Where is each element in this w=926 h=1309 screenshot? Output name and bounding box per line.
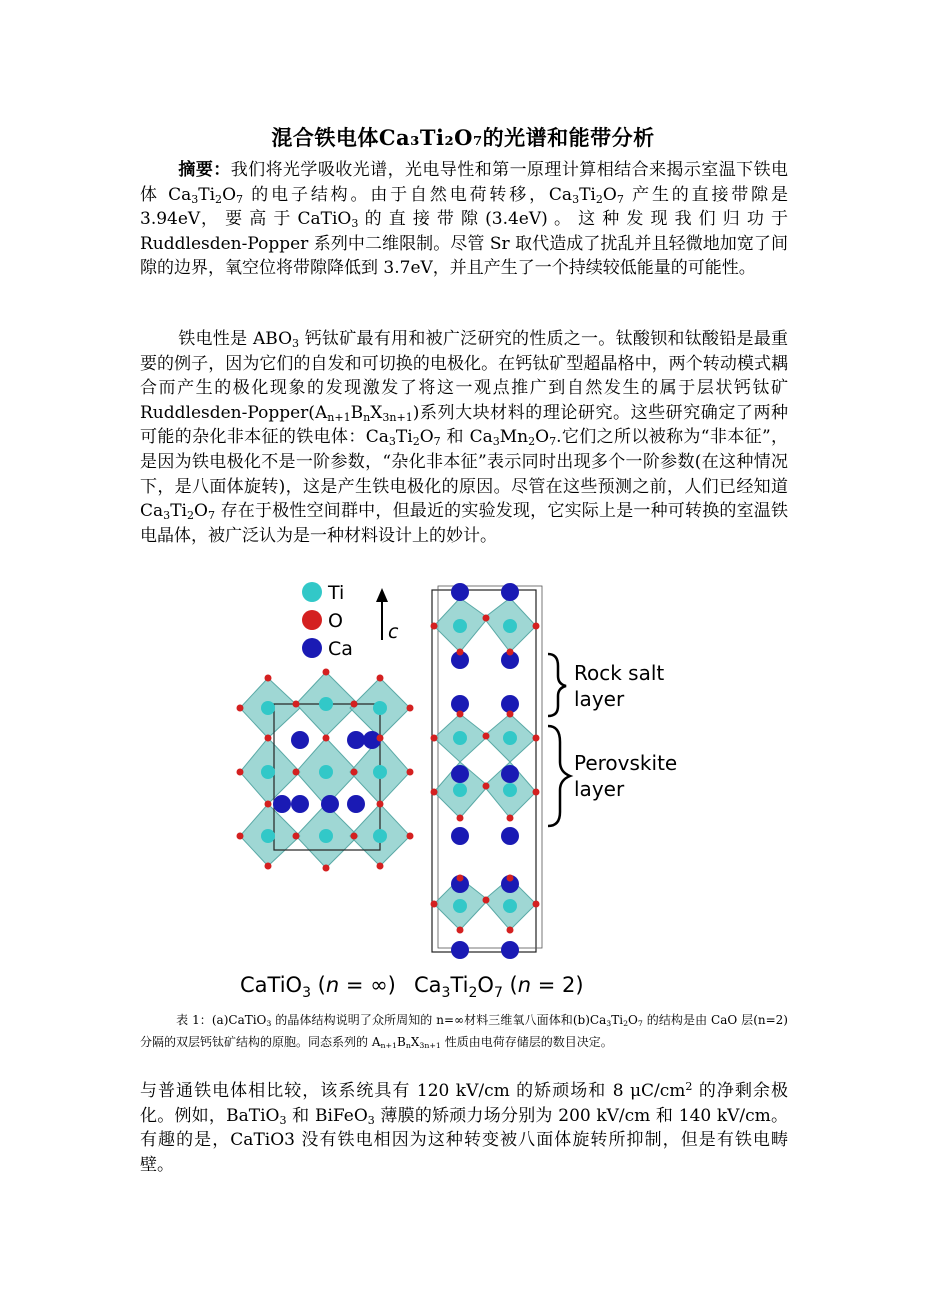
subscript: 7 [433, 435, 441, 449]
text-run: 和 Ca [440, 427, 493, 448]
text-run: 存在于极性空间群中，但最近的实验发现，它实际上是一种可转换的室温铁电晶体，被广泛认为是一种材料设计上的妙计。 [140, 501, 788, 546]
catio3-label: CaTiO$_3$ (n = ∞) [240, 973, 396, 1000]
o-atom [431, 901, 438, 908]
ca-atom [451, 827, 469, 845]
rock-salt-brace [548, 654, 566, 716]
ca3ti2o7-structure [431, 583, 543, 959]
subscript: 7 [637, 1018, 643, 1028]
paper-title: 混合铁电体Ca₃Ti₂O₇的光谱和能带分析 [271, 125, 655, 150]
subscript: 3 [292, 336, 300, 350]
o-atom [351, 833, 358, 840]
text-run: 和 BiFeO [286, 1105, 368, 1126]
subscript: 2 [412, 435, 420, 449]
o-atom [323, 865, 330, 872]
o-atom [483, 783, 490, 790]
ti-atom [373, 701, 387, 715]
ti-atom [503, 899, 517, 913]
text-run: 的净剩余极化。例如，BaTiO [140, 1081, 789, 1126]
abstract-paragraph [140, 158, 788, 281]
ca3ti2o7-label: $Ca_3Ti_2O_7$ (n = 2) [414, 973, 584, 1000]
ca-atom [501, 827, 519, 845]
subscript: 3 [492, 435, 500, 449]
ti-atom [453, 783, 467, 797]
subscript: 2 [595, 192, 603, 206]
ti-atom [503, 619, 517, 633]
figure-svg [230, 578, 690, 1000]
text-run: 产生的直接带隙是 3.94eV， 要 高 于 CaTiO [140, 184, 789, 230]
subscript: 2 [623, 1018, 629, 1028]
o-atom [507, 875, 514, 882]
body-paragraph [140, 1079, 788, 1177]
text-run: 薄膜的矫顽力场分别为 200 kV/cm 和 140 kV/cm。有趣的是，CaTiO3 没有铁电相因为这种转变被八面体旋转所抑制，但是有铁电畴壁。 [140, 1105, 788, 1175]
o-atom [293, 701, 300, 708]
text-run: 的晶体结构说明了众所周知的 n=∞材料三维氧八面体和(b)Ca [271, 1013, 607, 1027]
o-atom [483, 733, 490, 740]
ca-atom [451, 941, 469, 959]
ti-atom [319, 765, 333, 779]
text-run: O [419, 427, 434, 448]
subscript: 7 [549, 435, 557, 449]
o-atom [265, 801, 272, 808]
ti-atom [319, 829, 333, 843]
o-atom [533, 789, 540, 796]
text-run: Ti [579, 184, 596, 205]
subscript: 2 [186, 508, 194, 522]
text-run: 的电子结构。由于自然电荷转移，Ca [243, 184, 573, 205]
o-atom [351, 769, 358, 776]
o-atom [431, 735, 438, 742]
subscript: 2 [215, 192, 223, 206]
text-run: Mn [499, 427, 529, 448]
o-atom [407, 833, 414, 840]
o-atom [407, 769, 414, 776]
perovskite-label-line1: Perovskite [574, 751, 678, 775]
text-run: B [350, 402, 364, 423]
perovskite-brace [548, 726, 570, 826]
legend-ti-label: Ti [328, 582, 345, 604]
o-atom [265, 675, 272, 682]
o-legend-atom [302, 610, 322, 630]
ti-atom [503, 731, 517, 745]
o-atom [431, 623, 438, 630]
o-atom [457, 649, 464, 656]
ca-legend-atom [302, 638, 322, 658]
ca-atom [451, 583, 469, 601]
ti-atom [453, 619, 467, 633]
text-run: O [222, 184, 237, 205]
o-atom [407, 705, 414, 712]
text-run: O [628, 1013, 638, 1027]
legend-o-label: O [328, 610, 343, 632]
text-run: 的结构是由 CaO 层(n=2)分隔的双层钙钛矿结构的原胞。同态系列的 A [140, 1013, 788, 1049]
ca-atom [501, 765, 519, 783]
perovskite-label-line2: layer [574, 777, 625, 801]
o-atom [457, 927, 464, 934]
o-atom [237, 705, 244, 712]
subscript: 2 [528, 435, 536, 449]
layer-annotations [548, 654, 677, 826]
ca-atom [347, 731, 365, 749]
text-run: O [194, 501, 208, 522]
o-atom [507, 711, 514, 718]
subscript: 7 [207, 508, 215, 522]
o-atom [293, 833, 300, 840]
text-run: X [370, 402, 383, 423]
o-atom [293, 769, 300, 776]
subscript: 7 [616, 192, 624, 206]
legend [302, 582, 353, 660]
abstract-label: 摘要： [178, 160, 231, 180]
text-run: B [397, 1035, 406, 1049]
o-atom [265, 863, 272, 870]
figure-caption [140, 1009, 788, 1053]
o-atom [483, 897, 490, 904]
rock-salt-label-line2: layer [574, 687, 625, 711]
o-atom [533, 623, 540, 630]
subscript: 3 [163, 508, 171, 522]
ti-atom [261, 701, 275, 715]
text-run: Ti [198, 184, 216, 205]
ti-atom [503, 783, 517, 797]
ca-atom [501, 583, 519, 601]
ca-atom [347, 795, 365, 813]
text-run: .它们之所以被称为“非本征”，是因为铁电极化不是一阶参数，“杂化非本征”表示同时出现多个一阶参数(在这种情况下，是八面体旋转)，这是产生铁电极化的原因。尽管在这些预测之前，人们已经知道 Ca [140, 427, 788, 522]
ca-atom [501, 941, 519, 959]
ca-atom [291, 731, 309, 749]
superscript: 2 [685, 1079, 693, 1093]
o-atom [457, 815, 464, 822]
text-run: 铁电性是 ABO [178, 329, 293, 349]
text-run: O [602, 184, 617, 205]
subscript: n+1 [380, 1040, 397, 1050]
o-atom [265, 735, 272, 742]
c-axis-arrow [376, 588, 399, 643]
ti-atom [453, 899, 467, 913]
o-atom [533, 901, 540, 908]
text-run: X [410, 1035, 420, 1049]
o-atom [507, 927, 514, 934]
subscript: 3 [351, 216, 359, 230]
text-run: O [535, 427, 550, 448]
subscript: 3 [388, 435, 396, 449]
subscript: n [363, 410, 371, 424]
ca-atom [273, 795, 291, 813]
o-atom [351, 701, 358, 708]
text-run: 钙钛矿最有用和被广泛研究的性质之一。钛酸钡和钛酸铅是最重要的例子，因为它们的自发和可切换的电极化。在钙钛矿型超晶格中，两个转动模式耦合而产生的极化现象的发现激发了将这一观点推广到自然发生的属于层状钙钛矿 Ruddlesden-Popper(A [140, 329, 788, 423]
subscript: 3 [279, 1113, 287, 1127]
o-atom [507, 815, 514, 822]
text-run: 表 1：(a)CaTiO [176, 1013, 267, 1027]
ti-legend-atom [302, 582, 322, 602]
subscript: 3 [266, 1018, 272, 1028]
o-atom [237, 833, 244, 840]
text-run: )系列大块材料的理论研究。这些研究确定了两种可能的杂化非本征的铁电体：Ca [140, 402, 788, 448]
ca-atom [451, 765, 469, 783]
text-run: 我们将光学吸收光谱，光电导性和第一原理计算相结合来揭示室温下铁电体 Ca [140, 160, 789, 205]
text-run: Ti [611, 1013, 624, 1027]
o-atom [483, 615, 490, 622]
o-atom [457, 711, 464, 718]
subscript: 3 [367, 1113, 375, 1127]
ca-atom [501, 695, 519, 713]
subscript: 3 [572, 192, 580, 206]
o-atom [323, 669, 330, 676]
o-atom [377, 675, 384, 682]
text-run: Ti [170, 501, 187, 522]
subscript: 3 [191, 192, 199, 206]
subscript: n [405, 1040, 411, 1050]
arrow-head-icon [376, 588, 388, 602]
crystal-structure-figure [230, 578, 690, 1000]
subscript: n+1 [327, 410, 351, 424]
text-run: 性质由电荷存储层的数目决定。 [440, 1035, 613, 1049]
subscript: 3 [606, 1018, 612, 1028]
ti-atom [373, 829, 387, 843]
ti-atom [319, 697, 333, 711]
o-atom [237, 769, 244, 776]
o-atom [323, 735, 330, 742]
o-atom [457, 875, 464, 882]
ti-atom [261, 829, 275, 843]
text-run: 与普通铁电体相比较，该系统具有 120 kV/cm 的矫顽场和 8 μC/cm [140, 1081, 686, 1101]
text-run: Ti [395, 427, 413, 448]
o-atom [377, 863, 384, 870]
axis-c-label: c [388, 621, 399, 643]
intro-paragraph [140, 327, 788, 548]
subscript: 7 [236, 192, 244, 206]
o-atom [431, 789, 438, 796]
ca-atom [321, 795, 339, 813]
ti-atom [453, 731, 467, 745]
o-atom [377, 801, 384, 808]
ca-atom [291, 795, 309, 813]
o-atom [507, 649, 514, 656]
catio3-structure [237, 669, 414, 872]
subscript: 3n+1 [419, 1040, 441, 1050]
text-run: 的 直 接 带 隙 (3.4eV) 。 这 种 发 现 我 们 归 功 于 Ruddlesden-Popper 系列中二维限制。尽管 Sr 取代造成了扰乱并且轻微地加宽了间隙的边界，氧空位将带隙降低到 3.7eV，并且产生了一个持续较低能量的可能性。 [140, 209, 788, 279]
ti-atom [373, 765, 387, 779]
o-atom [533, 735, 540, 742]
subscript: 3n+1 [382, 410, 413, 424]
o-atom [377, 735, 384, 742]
rock-salt-label-line1: Rock salt [574, 661, 665, 685]
ti-atom [261, 765, 275, 779]
ca-atom [451, 695, 469, 713]
legend-ca-label: Ca [328, 638, 353, 660]
